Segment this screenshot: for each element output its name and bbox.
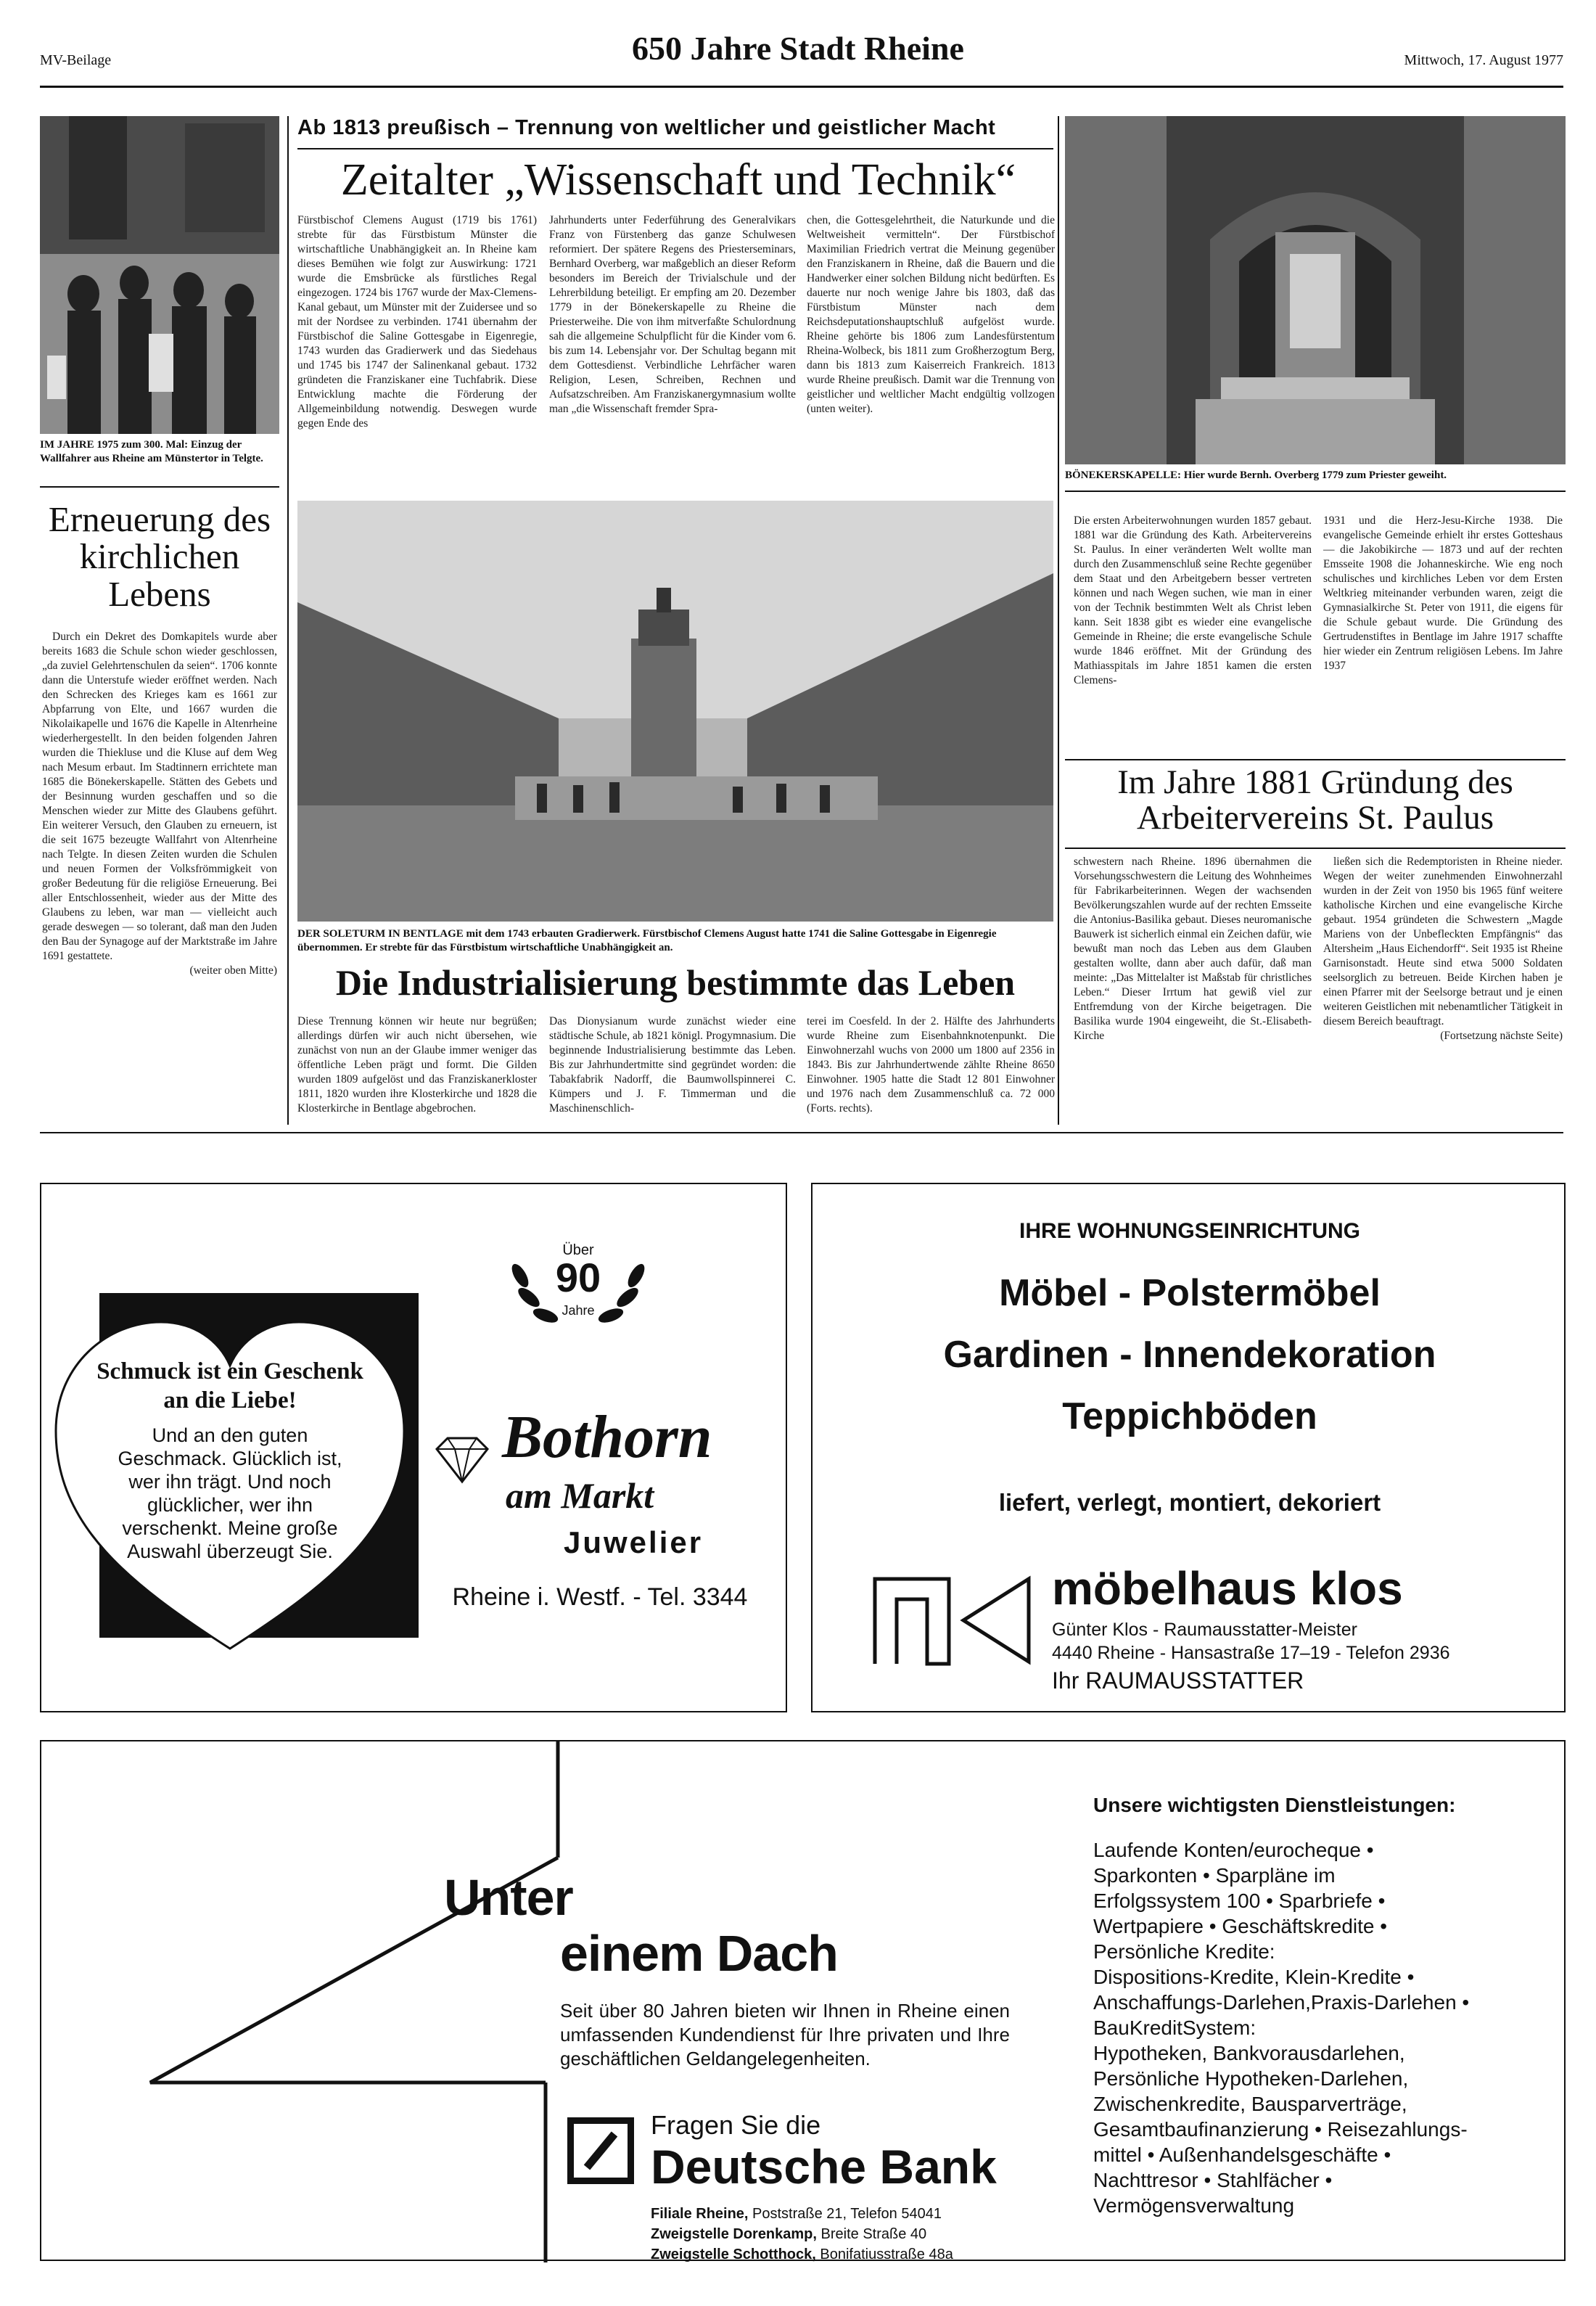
bank-service-item: Laufende Konten/eurocheque • <box>1093 1839 1374 1861</box>
badge-num: 90 <box>555 1255 601 1300</box>
erneuerung-body <box>42 630 277 1116</box>
moebel-services: liefert, verlegt, montiert, dekoriert <box>998 1489 1381 1516</box>
deutsche-bank-slash-icon <box>574 2124 628 2178</box>
wallfahrt-photo-image <box>40 116 279 434</box>
ad-jewel <box>40 1183 787 1712</box>
arb-headline: Im Jahre 1881 Gründung des Arbeitervereins St. Paulus <box>1117 763 1513 837</box>
soleturm-photo-image <box>297 501 1053 922</box>
industrialisierung-headline: Die Industrialisierung bestimmte das Leben <box>335 962 1016 1003</box>
bank-body: Seit über 80 Jahren bieten wir Ihnen in Rheine einen umfassenden Kundendienst für Ihre privaten und Ihre geschäftlichen Geldangelegenheiten. <box>560 2000 1010 2069</box>
rule-vert-right <box>1058 116 1059 1125</box>
bank-services-list <box>1093 1837 1558 2218</box>
top-col1: Fürstbischof Clemens August (1719 bis 1761) strebte für das Fürstbistum Münster die wirtschaftliche Unabhängigkeit an. In Rheine kam dieses Bemühen wie folgt zur Auswirkung: 1721 wurde die Emsbrücke als fürstliches Regal eingezogen. 1724 bis 1767 wurde der Max-Clemens-Kanal gebaut, um Münster mit der Zuidersee und so mit der Nordsee zu verbinden. 1741 übernahm der Fürstbischof die Saline Gottesgabe in Eigenregie, 1743 wurden das Gradierwerk und das Siedehaus und 1745 bis 1747 der Salinenkanal gebaut. 1732 gründeten die Franziskaner eine Tuchfabrik. Diese Entwicklung machte die Förderung der Allgemeinbildung notwendig. Deswegen wurde gegen Ende des <box>297 214 537 430</box>
arb-bot-col2 <box>1323 855 1563 1116</box>
moebel-line1: Möbel - Polstermöbel <box>999 1272 1381 1314</box>
bank-service-item: Dispositions-Kredite, Klein-Kredite • <box>1093 1966 1415 1988</box>
arb-top-col2: 1931 und die Herz-Jesu-Kirche 1938. Die evangelische Gemeinde erhielt ihr erstes Gotteshaus — die Jakobikirche — 1873 und auf der rechten Emsseite 1908 die Johanneskirche. Wie eng noch schulisches und kirchliches Leben vor dem Ersten Weltkrieg miteinander verbunden waren, zeigt die Gymnasialkirche St. Peter von 1911, die eigens für die Schule gebaut wurde. Die Gründung des Gertrudenstiftes in Bentlage im Jahre 1917 schaffte hier wieder ein Zentrum religiösen Lebens. Im Jahre 1937 <box>1323 514 1563 672</box>
erneuerung-cont: (weiter oben Mitte) <box>189 964 277 977</box>
kapelle-caption: BÖNEKERSKAPELLE: Hier wurde Bernh. Overberg 1779 zum Priester geweiht. <box>1065 469 1447 481</box>
ind-col2: Das Dionysianum wurde zunächst wieder eine städtische Schule, ab 1821 königl. Progymnasium. Die beginnende Industrialisierung bestimmte das Leben. Bis zur Jahrhundertmitte sind gegründet worden: die Tabakfabrik Nadorff, die Baumwollspinnerei C. Kümpers und J. F. Timmerman und die Maschinenschlich- <box>549 1015 796 1115</box>
bank-slogan-1: Unter <box>444 1869 573 1926</box>
masthead-left: MV-Beilage <box>40 52 112 68</box>
jewel-juwelier: Juwelier <box>564 1525 704 1559</box>
arb-rule-top <box>1065 759 1566 760</box>
bank-service-item: Persönliche Hypotheken-Darlehen, <box>1093 2067 1409 2090</box>
bank-service-item: Nachttresor • Stahlfächer • <box>1093 2169 1333 2191</box>
top-col3: chen, die Gottesgelehrtheit, die Naturkunde und die Weltweisheit vermitteln“. Der Fürstbischof Maximilian Friedrich vertrat die Meinung gegenüber den Franziskanern in Rheine, daß die Bauern und die Handwerker einer solchen Bildung nicht bedürften. Es dauerte nur noch wenige Jahre bis 1803, daß das Fürstbistum Münster nach dem Reichsdeputationshauptschluß aufgelöst wurde. Rheine gehörte bis 1806 zum Landesfürstentum Rheina-Wolbeck, bis 1811 zum Großherzogtum Berg, dann bis 1813 zum Kaiserreich Frankreich. 1813 wurde Rheine preußisch. Damit war die Trennung von geistlicher und weltlicher Macht endgültig vollzogen (unten weiter). <box>807 214 1055 415</box>
bank-filiale-3-addr: Bonifatiusstraße 48a <box>815 2246 953 2262</box>
masthead-title: 650 Jahre Stadt Rheine <box>632 30 964 67</box>
arb-cont: (Fortsetzung nächste Seite) <box>1440 1030 1563 1042</box>
bank-filiale-1-addr: Poststraße 21, Telefon 54041 <box>748 2206 942 2222</box>
erneuerung-text: Durch ein Dekret des Domkapitels wurde aber bereits 1683 die Schule schon wieder geschlossen, „da zuviel Gelehrtenschulen da seien“. 1706 konnte dann die Unterstufe wieder eröffnet werden. Nach den Schrecken des Krieges kam es 1661 zur Abpfarrung von Elte, und 1667 wurden die Nikolaikapelle und 1676 die Kapelle in Altenrheine wiederhergestellt. In den beiden folgenden Jahren wurden die Thiekluse und die Kluse auf dem Weg nach Mesum erbaut. Im Stadtinnern errichtete man 1685 die Bönekerskapelle. Stätten des Gebets und der Besinnung wurden geschaffen und so die Menschen wieder zur Mitte des Glaubens geführt. Ein weiterer Versuch, den Glauben zu erneuern, ist die seit 1675 bezeugte Wallfahrt von Altenrheine nach Telgte. In diesen Zeiten wurden die Schulen und neuen Formen der Volksfrömmigkeit von großer Bedeutung für die religiöse Erneuerung. Bei aller Entschlossenheit, wieder aus der Mitte des Glaubens zu leben, war man — vielleicht auch gerade deswegen — so tolerant, daß man den Juden den Bau der Synagoge auf der Marktstraße im Jahre 1691 gestattete. <box>42 631 277 962</box>
moebel-line3: Teppichböden <box>1062 1395 1317 1437</box>
jewel-brand: Bothorn <box>502 1403 712 1471</box>
bank-service-item: Vermögensverwaltung <box>1093 2194 1295 2217</box>
bank-service-item: Zwischenkredite, Bausparverträge, <box>1093 2093 1407 2115</box>
rule-left-col <box>40 486 279 488</box>
bank-filiale-2-addr: Breite Straße 40 <box>816 2226 927 2242</box>
bank-service-item: Erfolgssystem 100 • Sparbriefe • <box>1093 1889 1386 1912</box>
ind-col3: terei im Coesfeld. In der 2. Hälfte des Jahrhunderts wurde Rheine zum Eisenbahnknotenpunkt. Die Einwohnerzahl wuchs von 2000 um 1800 auf 2356 in 1843. Bis zur Jahrhundertwende zählte Rheine 8650 Einwohner. 1905 hatte die Stadt 12 801 Einwohner und 1976 nach dem Zusammenschluß ca. 72 000 (Forts. rechts). <box>807 1015 1055 1115</box>
bank-slogan-2: einem Dach <box>560 1925 838 1982</box>
jewel-brand-sub: am Markt <box>506 1475 654 1516</box>
bank-name: Deutsche Bank <box>651 2140 997 2194</box>
bank-filiale-2 <box>651 2226 926 2243</box>
rule-vert-left <box>287 116 289 1125</box>
ad-moebel <box>811 1183 1566 1712</box>
bank-service-item: Gesamtbaufinanzierung • Reisezahlungs- <box>1093 2118 1468 2141</box>
moebel-address: 4440 Rheine - Hansastraße 17–19 - Telefon 2936 <box>1052 1643 1450 1663</box>
arb-bot-col1: schwestern nach Rheine. 1896 übernahmen die Vorsehungsschwestern die Leitung des Wohnheimes für Fabrikarbeiterinnen. Wegen der wachsenden Bevölkerungszahlen wurde auf der rechten Emsseite die Antonius-Basilika gebaut. Dieses neuromanische Bauwerk ist sicherlich einmal ein Zeichen dafür, wie bewußt man noch das Leben aus dem Glauben gestalten wollte, dann aber auch dafür, daß man meinte: „Das Mittelalter ist Maßstab für christliches Leben.“ Dieser Irrtum hat gewiß viel zur Entfremdung von der Kirche beigetragen. Die Basilika wurde 1904 eingeweiht, die St.-Elisabeth-Kirche <box>1074 855 1312 1042</box>
badge-top: Über <box>562 1242 594 1258</box>
moebel-brand: möbelhaus klos <box>1052 1562 1403 1614</box>
moebel-owner: Günter Klos - Raumausstatter-Meister <box>1052 1620 1357 1640</box>
ad-bank <box>40 1740 1566 2261</box>
bank-service-item: mittel • Außenhandelsgeschäfte • <box>1093 2143 1391 2166</box>
bank-service-item: Anschaffungs-Darlehen,Praxis-Darlehen • <box>1093 1991 1470 2014</box>
masthead-rule <box>40 86 1563 88</box>
masthead-date: Mittwoch, 17. August 1977 <box>1404 52 1563 68</box>
soleturm-caption: DER SOLETURM IN BENTLAGE mit dem 1743 erbauten Gradierwerk. Fürstbischof Clemens August hatte 1741 die Saline Gottesgabe in Eigenregie übernommen. Er strebte für das Fürstbistum wirtschaftliche Unabhängigkeit an. <box>297 928 997 953</box>
arb-top-col1: Die ersten Arbeiterwohnungen wurden 1857 gebaut. 1881 war die Gründung des Kath. Arbeitervereins St. Paulus. In einer veränderten Welt wollte man durch den Zusammenschluß seine Rechte gegenüber dem Staat und den Arbeitgebern besser vertreten können und nach Wegen suchen, wie man in einer von der Technik bestimmten Welt als Christ leben kann. Seit 1838 gibt es wieder eine evangelische Gemeinde in Rheine; die erste evangelische Schule wurde 1846 eröffnet. Mit der Gründung des Mathiasspitals im Jahre 1851 kamen die ersten Clemens- <box>1074 514 1312 686</box>
erneuerung-headline: Erneuerung des kirchlichen Lebens <box>48 499 271 614</box>
badge-bottom: Jahre <box>562 1303 595 1318</box>
top-kicker: Ab 1813 preußisch – Trennung von weltlicher und geistlicher Macht <box>297 116 996 139</box>
heart-text: Und an den guten Geschmack. Glücklich ist, wer ihn trägt. Und noch glücklicher, wer ihn verschenkt. Meine große Auswahl überzeugt Sie. <box>118 1424 342 1562</box>
laurel-icon <box>491 1247 665 1334</box>
bank-service-item: Hypotheken, Bankvorausdarlehen, <box>1093 2042 1405 2064</box>
soleturm-photo <box>297 501 1053 922</box>
bank-filiale-2-name: Zweigstelle Dorenkamp, <box>651 2226 817 2242</box>
ind-col1: Diese Trennung können wir heute nur begrüßen; allerdings dürfen wir auch nicht übersehen, wie zunächst von nun an der Glaube immer weniger das öffentliche Leben prägt und formt. Die Gilden wurden 1809 aufgelöst und das Franziskanerkloster 1811, 1820 wurden ihre Klosterkirche und 1828 die Klosterkirche in Bentlage abgebrochen. <box>297 1015 537 1115</box>
moebel-tagline: Ihr RAUMAUSSTATTER <box>1052 1667 1304 1694</box>
kicker-rule <box>297 148 1053 149</box>
kapelle-photo <box>1065 116 1566 464</box>
jewel-address: Rheine i. Westf. - Tel. 3344 <box>452 1583 748 1611</box>
top-col2: Jahrhunderts unter Federführung des Generalvikars Franz von Fürstenberg das ganze Schulwesen reformiert. Der spätere Regens des Priesterseminars, Bernhard Overberg, war maßgeblich an dieser Reform besonders im Bereich der Trivialschule und der Lehrerbildung beteiligt. Er empfing am 20. Dezember 1779 in der Bönekerskapelle zu Rheine die Priesterweihe. Die von ihm mitverfaßte Schulordnung sah die allgemeine Schulpflicht für die Kinder vom 6. bis zum 14. Lebensjahr vor. Der Schultag begann mit dem Gottesdienst. Verbindliche Lehrfächer waren Religion, Lesen, Schreiben, Rechnen und Aufsatzschreiben. Am Franziskanergymnasium wollte man „die Wissenschaft fremder Spra- <box>549 214 796 415</box>
arb-rule-mid <box>1065 848 1566 849</box>
moebel-line2: Gardinen - Innendekoration <box>943 1334 1436 1376</box>
diamond-icon <box>429 1435 495 1485</box>
bank-filiale-1 <box>651 2206 942 2223</box>
wallfahrt-photo <box>40 116 279 434</box>
arb-bot-col2-text: ließen sich die Redemptoristen in Rheine nieder. Wegen der weiter zunehmenden Einwohnerzahl wurden in der Zeit von 1950 bis 1965 fünf weitere katholische Kirchen und eine evangelische Kirche gebaut. 1954 gründeten die Schwestern „Magde Mariens von der Unbefleckten Empfängnis“ das Altersheim „Haus Eichendorff“. Seit 1935 ist Rheine Garnisonstadt. Heute sind etwa 5000 Soldaten seelsorglich zu betreuen. Beide Kirchen haben je einen Pfarrer mit der Seelsorge betraut und je einen weiteren Geistlichen mit nebenamtlicher Tätigkeit in diesem Bereich beauftragt. <box>1323 855 1563 1027</box>
top-headline: Zeitalter „Wissenschaft und Technik“ <box>340 155 1016 205</box>
rule-bottom-editorial <box>40 1132 1563 1133</box>
bank-filiale-3-name: Zweigstelle Schotthock, <box>651 2246 816 2262</box>
bank-filiale-1-name: Filiale Rheine, <box>651 2206 749 2222</box>
bank-service-item: Sparkonten • Sparpläne im <box>1093 1864 1336 1887</box>
bank-fragen: Fragen Sie die <box>651 2110 821 2140</box>
klos-logo-icon <box>869 1573 1036 1667</box>
deutsche-bank-logo-icon <box>567 2117 634 2184</box>
heart-title: Schmuck ist ein Geschenk an die Liebe! <box>96 1358 363 1413</box>
bank-service-item: Persönliche Kredite: <box>1093 1940 1275 1963</box>
bank-filiale-3 <box>651 2246 953 2263</box>
moebel-header: IHRE WOHNUNGSEINRICHTUNG <box>1019 1219 1360 1243</box>
wallfahrt-caption: IM JAHRE 1975 zum 300. Mal: Einzug der Wallfahrer aus Rheine am Münstertor in Telgte. <box>40 439 263 464</box>
rule-right-top <box>1065 491 1566 492</box>
bank-services-title: Unsere wichtigsten Dienstleistungen: <box>1093 1794 1456 1816</box>
bank-service-item: Wertpapiere • Geschäftskredite • <box>1093 1915 1388 1937</box>
bank-service-item: BauKreditSystem: <box>1093 2016 1256 2039</box>
kapelle-photo-image <box>1065 116 1566 464</box>
